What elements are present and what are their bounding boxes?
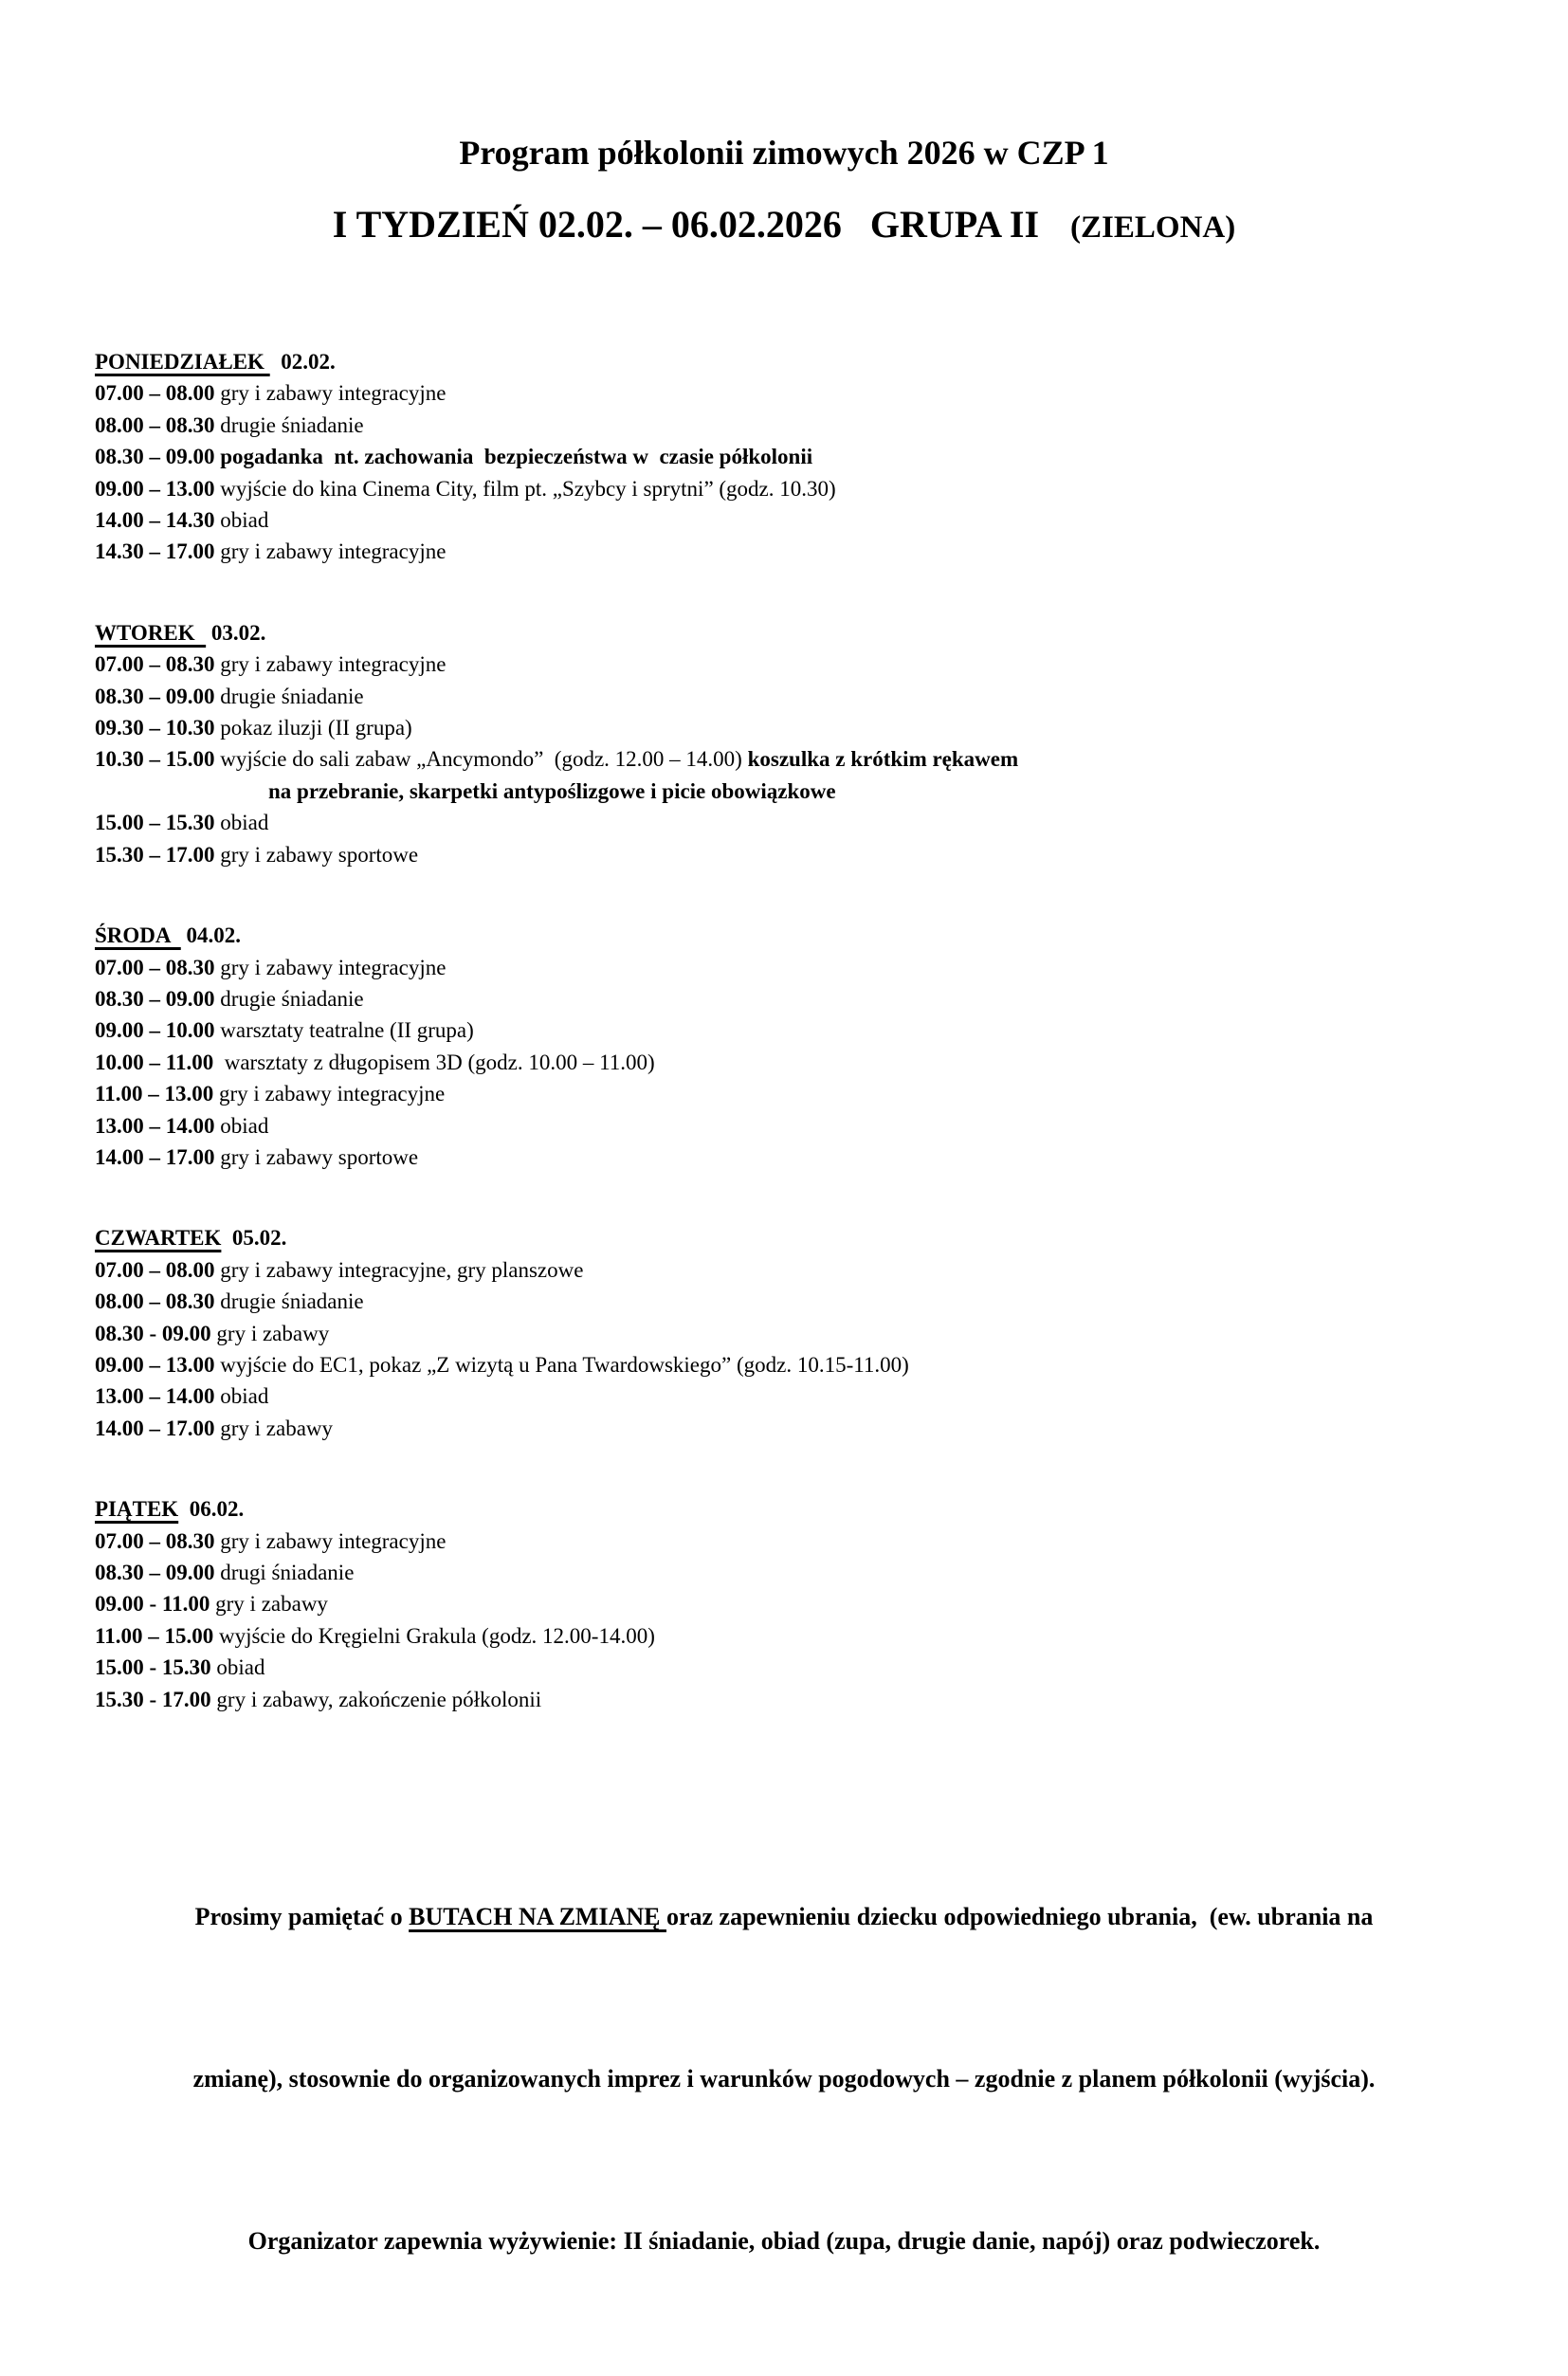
footer-underlined-text: BUTACH NA ZMIANĘ (409, 1903, 666, 1931)
schedule-entry (95, 441, 1473, 472)
schedule-entry (95, 410, 1473, 441)
entry-desc: wyjście do sali zabaw „Ancymondo” (godz. 12.00 – 14.00) (214, 747, 748, 772)
entry-desc: wyjście do EC1, pokaz „Z wizytą u Pana Twardowskiego” (godz. 10.15-11.00) (214, 1352, 909, 1377)
schedule-entry (95, 1142, 1473, 1173)
schedule-entry (95, 807, 1473, 838)
schedule-entry (95, 1526, 1473, 1557)
day-name: WTOREK (95, 620, 207, 645)
entry-desc: gry i zabawy integracyjne (213, 1082, 446, 1106)
entry-desc: obiad (210, 1655, 265, 1680)
schedule-entry (95, 1110, 1473, 1142)
schedule-entry (95, 377, 1473, 409)
weekly-schedule (95, 346, 1473, 1715)
entry-desc: warsztaty teatralne (II grupa) (214, 1018, 474, 1043)
schedule-entry (95, 681, 1473, 712)
entry-time: 13.00 – 14.00 (95, 1384, 215, 1409)
entry-desc: obiad (214, 1113, 269, 1138)
footer-text-before: Prosimy pamiętać o (194, 1903, 410, 1931)
schedule-entry (95, 504, 1473, 536)
entry-desc: gry i zabawy sportowe (214, 1144, 419, 1169)
entry-desc: gry i zabawy integracyjne (214, 539, 447, 564)
entry-desc-bold: koszulka z krótkim rękawem (747, 747, 1019, 772)
entry-continuation: na przebranie, skarpetki antypoślizgowe i picie obowiązkowe (268, 778, 836, 803)
entry-desc: pokaz iluzji (II grupa) (214, 716, 412, 740)
day-date: 02.02. (269, 350, 336, 374)
entry-time: 09.00 – 10.00 (95, 1018, 215, 1043)
day-date: 05.02. (221, 1226, 287, 1251)
entry-time: 07.00 – 08.00 (95, 1257, 215, 1282)
day-section (95, 346, 1473, 568)
entry-desc: gry i zabawy sportowe (214, 842, 419, 867)
entry-time: 07.00 – 08.30 (95, 955, 215, 979)
day-header (95, 1493, 1473, 1525)
day-date: 06.02. (178, 1497, 245, 1522)
day-name: ŚRODA (95, 923, 181, 948)
entry-desc: gry i zabawy (210, 1592, 328, 1617)
entry-time: 14.00 – 17.00 (95, 1144, 215, 1169)
day-section (95, 617, 1473, 870)
schedule-entry (95, 743, 1473, 775)
entry-desc: gry i zabawy integracyjne (214, 955, 447, 979)
day-name: CZWARTEK (95, 1226, 222, 1251)
entry-time: 10.30 – 15.00 (95, 747, 215, 772)
entry-time: 09.00 – 13.00 (95, 476, 215, 501)
entry-time: 08.00 – 08.30 (95, 1289, 215, 1314)
entry-time: 13.00 – 14.00 (95, 1113, 215, 1138)
day-header (95, 617, 1473, 649)
entry-time: 15.00 - 15.30 (95, 1655, 211, 1680)
day-section (95, 1222, 1473, 1444)
footer-line-3: Organizator zapewnia wyżywienie: II śniadanie, obiad (zupa, drugie danie, napój) oraz podwieczorek. (247, 2227, 1321, 2256)
entry-desc: obiad (214, 508, 269, 533)
schedule-entry (95, 983, 1473, 1014)
page-subtitle (95, 199, 1473, 253)
day-header (95, 346, 1473, 377)
day-name: PONIEDZIAŁEK (95, 350, 270, 374)
schedule-entry (95, 1652, 1473, 1683)
entry-time: 15.30 – 17.00 (95, 842, 215, 867)
footer-line-1 (95, 1890, 1473, 1944)
entry-time: 10.00 – 11.00 (95, 1050, 214, 1074)
schedule-entry (95, 473, 1473, 504)
schedule-entry (95, 1318, 1473, 1349)
entry-time: 08.30 – 09.00 (95, 986, 215, 1011)
subtitle-week-group: I TYDZIEŃ 02.02. – 06.02.2026 GRUPA II (332, 203, 1040, 246)
entry-time: 15.30 - 17.00 (95, 1687, 211, 1711)
page-title: Program półkolonii zimowych 2026 w CZP 1 (459, 134, 1109, 172)
entry-desc: wyjście do kina Cinema City, film pt. „Szybcy i sprytni” (godz. 10.30) (214, 476, 836, 501)
entry-time: 08.30 – 09.00 (95, 445, 215, 469)
entry-time: 07.00 – 08.30 (95, 1528, 215, 1553)
entry-time: 15.00 – 15.30 (95, 811, 215, 835)
entry-desc: obiad (214, 1384, 269, 1409)
entry-desc: gry i zabawy (210, 1321, 330, 1345)
entry-desc: gry i zabawy integracyjne (214, 652, 447, 677)
day-date: 04.02. (180, 923, 241, 948)
schedule-entry (95, 1014, 1473, 1046)
entry-time: 11.00 – 15.00 (95, 1623, 214, 1648)
entry-desc: wyjście do Kręgielni Grakula (godz. 12.00-14.00) (213, 1623, 655, 1648)
day-name: PIĄTEK (95, 1497, 179, 1522)
entry-desc: gry i zabawy integracyjne (214, 381, 447, 406)
schedule-entry (95, 1254, 1473, 1286)
day-header (95, 1222, 1473, 1253)
footer-line-2: zmianę), stosownie do organizowanych imprez i warunków pogodowych – zgodnie z planem półkolonii (wyjścia). (192, 2065, 1376, 2093)
entry-time: 08.30 – 09.00 (95, 1561, 215, 1584)
entry-time: 14.30 – 17.00 (95, 539, 215, 564)
entry-desc: gry i zabawy, zakończenie półkolonii (210, 1687, 542, 1711)
schedule-entry (95, 712, 1473, 743)
entry-time: 14.00 – 17.00 (95, 1416, 215, 1440)
schedule-entry (95, 1047, 1473, 1078)
schedule-entry (95, 952, 1473, 983)
schedule-entry (95, 1078, 1473, 1109)
schedule-entry (95, 839, 1473, 870)
day-section (95, 1493, 1473, 1715)
entry-desc: drugie śniadanie (214, 986, 364, 1011)
day-date: 03.02. (206, 620, 266, 645)
entry-time: 09.00 - 11.00 (95, 1592, 210, 1617)
schedule-entry (95, 1413, 1473, 1444)
entry-time: 09.00 – 13.00 (95, 1352, 215, 1377)
entry-desc: drugie śniadanie (214, 684, 364, 708)
day-section (95, 920, 1473, 1173)
schedule-entry (95, 1588, 1473, 1619)
entry-time: 08.00 – 08.30 (95, 412, 215, 437)
entry-desc: gry i zabawy integracyjne, gry planszowe (214, 1257, 584, 1282)
schedule-entry (95, 1286, 1473, 1317)
entry-desc: pogadanka nt. zachowania bezpieczeństwa w czasie półkolonii (214, 445, 813, 469)
entry-desc: drugi śniadanie (214, 1561, 355, 1584)
entry-time: 07.00 – 08.00 (95, 381, 215, 406)
entry-desc: obiad (214, 811, 269, 835)
entry-time: 09.30 – 10.30 (95, 716, 215, 740)
entry-time: 08.30 - 09.00 (95, 1321, 211, 1345)
subtitle-group-color: (ZIELONA) (1039, 210, 1236, 245)
footer-text-after: oraz zapewnieniu dziecku odpowiedniego ubrania, (ew. ubrania na (665, 1903, 1374, 1931)
schedule-entry (95, 536, 1473, 567)
footer-notes (95, 1782, 1473, 2376)
entry-desc: drugie śniadanie (214, 1289, 364, 1314)
entry-time: 14.00 – 14.30 (95, 508, 215, 533)
schedule-entry (95, 1684, 1473, 1715)
day-header (95, 920, 1473, 951)
entry-time: 07.00 – 08.30 (95, 652, 215, 677)
entry-desc: drugie śniadanie (214, 412, 364, 437)
entry-desc: warsztaty z długopisem 3D (godz. 10.00 – 11.00) (213, 1050, 655, 1074)
entry-time: 11.00 – 13.00 (95, 1082, 214, 1106)
schedule-entry (95, 1557, 1473, 1588)
schedule-entry (95, 1380, 1473, 1412)
schedule-entry (95, 649, 1473, 680)
entry-desc: gry i zabawy integracyjne (214, 1528, 447, 1553)
entry-desc: gry i zabawy (214, 1416, 334, 1440)
schedule-entry (95, 1620, 1473, 1652)
entry-time: 08.30 – 09.00 (95, 684, 215, 708)
schedule-entry (95, 1349, 1473, 1380)
